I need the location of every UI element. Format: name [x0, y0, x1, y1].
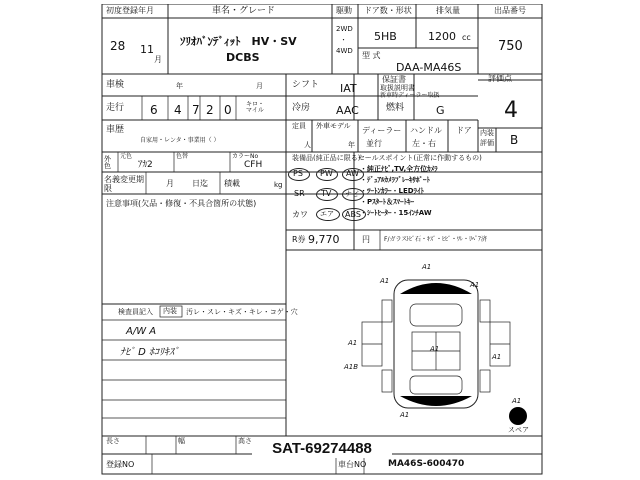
recycle-value: 9,770 [308, 233, 340, 246]
history-options: 自家用・レンタ・事業用（ ） [140, 137, 220, 144]
color-orig-label: 元色 [120, 153, 133, 160]
fuel-value: G [436, 104, 445, 117]
damage-mark: A1 [400, 411, 410, 419]
drive-2wd: 2WD [336, 25, 353, 33]
model-value: DAA-MA46S [396, 61, 462, 74]
drive-label: 駆動 [336, 6, 352, 15]
shaken-month-unit: 月 [256, 82, 263, 90]
mileage-digit-2: 4 [174, 103, 182, 117]
model-label: 型 式 [362, 51, 381, 60]
interior-label-2: 評価 [480, 139, 494, 147]
interior-value: B [510, 133, 519, 147]
height-label: 高さ [238, 437, 252, 445]
history-label: 車歴 [106, 125, 125, 135]
load-label: 積載 [224, 179, 240, 188]
interior-label: 内装 [480, 129, 494, 137]
lot-label: 出品番号 [494, 6, 526, 15]
displacement-label: 排気量 [436, 6, 460, 15]
ac-value: AAC [336, 104, 359, 117]
drive-4wd: 4WD [336, 47, 353, 55]
displacement-value: 1200 [428, 30, 456, 43]
equip-airbag: エア [320, 210, 334, 218]
sales-points-label: セールスポイント(正常に作動するもの) [358, 154, 482, 162]
sales-point-item: ・ﾃﾞｭｱﾙｶﾒﾗﾌﾞﾚｰｷｻﾎﾟｰﾄ [360, 176, 430, 184]
damage-mark: A1B [344, 363, 359, 371]
fuel-label: 燃料 [386, 103, 405, 113]
equip-pw: PW [320, 169, 333, 178]
glass-label: F/ガラス [384, 236, 408, 243]
auction-sheet [96, 4, 544, 476]
mileage-digit-4: 2 [206, 103, 214, 117]
lot-value: 750 [498, 39, 523, 54]
score-label: 評価点 [488, 74, 512, 83]
recycle-label: R券 [292, 235, 306, 244]
sales-point-item: ・ﾂｰﾄﾝｶﾗｰ・LEDﾗｲﾄ [360, 187, 425, 195]
doors-value: 5HB [374, 30, 397, 43]
damage-mark: A1 [380, 277, 390, 285]
dealer-value: 並行 [366, 139, 382, 148]
doors-label: ドア数・形状 [364, 6, 412, 15]
shaken-label: 車検 [106, 80, 125, 90]
car-name-label: 車名・グレード [212, 6, 276, 16]
name-change-month: 月 [166, 179, 174, 188]
capacity-label: 定員 [292, 122, 306, 130]
drive-dot: ・ [340, 36, 347, 44]
first-reg-month: 11 [140, 43, 154, 56]
handle-label: ハンドル [410, 126, 442, 135]
damage-mark: A1 [492, 353, 502, 361]
warranty-note: 新車時ディーラー取扱 [380, 92, 440, 99]
reg-no-label: 登録NO [106, 460, 135, 469]
hand-note-2: ﾅﾋﾞ D ﾎｺﾘｷｽﾞ [120, 347, 180, 358]
displacement-unit: cc [462, 33, 471, 42]
mileage-digit-3: 7 [192, 103, 200, 117]
chassis-value: MA46S-600470 [388, 459, 465, 469]
chassis-label: 車台NO [338, 460, 367, 469]
damage-mark: A1 [348, 339, 358, 347]
first-reg-month-unit: 月 [154, 55, 162, 64]
glass-options: ﾄﾋﾞ石・ｷｽﾞ・ﾋﾋﾞ・ﾜﾚ・ﾘﾍﾟｱ済 [406, 236, 488, 243]
handle-value: 左・右 [412, 139, 436, 148]
name-change-label: 名義変更期限 [104, 175, 144, 193]
first-reg-year: 28 [110, 39, 126, 53]
length-label: 長さ [106, 437, 120, 445]
inspector-label: 検査員記入 [118, 308, 153, 316]
color-ext-value: ｱｶ2 [138, 160, 153, 170]
damage-mark: A1 [422, 263, 432, 271]
equip-aw: AW [346, 169, 359, 178]
dealer-label: ディーラー [362, 126, 402, 135]
damage-mark: A1 [470, 281, 480, 289]
equip-sr: SR [294, 189, 305, 198]
color-ext-label: 外色 [104, 155, 111, 170]
ac-label: 冷房 [292, 103, 311, 113]
sales-point-item: ・Pｽﾀｰﾄ＆ｽﾏｰﾄｷｰ [360, 198, 415, 206]
equip-ps: PS [293, 169, 303, 178]
mileage-digit-1: 6 [150, 103, 158, 117]
car-name: ｿﾘｵﾊﾞﾝﾃﾞｨｯﾄ HV・SV [180, 35, 297, 48]
mileage-digit-5: 0 [224, 103, 232, 117]
damage-mark: A1 [512, 397, 522, 405]
spare-label: スペア [508, 426, 529, 434]
kg-label: kg [274, 181, 283, 189]
shift-value: IAT [340, 82, 357, 95]
equip-abs: ABS [345, 210, 361, 219]
name-change-day: 日迄 [192, 179, 208, 188]
manual-label: 取扱説明書 [380, 84, 415, 92]
interior-tag: 内装 [163, 307, 177, 315]
import-label: 外車モデル [316, 122, 351, 130]
width-label: 幅 [178, 437, 185, 445]
color-no-value: CFH [244, 160, 263, 170]
color-change-label: 色替 [176, 153, 189, 160]
sales-point-item: ・ｼｰﾄﾋｰﾀｰ・15ｲﾝﾁAW [360, 209, 432, 217]
interior-defects: 汚レ・スレ・キズ・キレ・コゲ・穴 [186, 308, 298, 316]
lot-number-overlay: SAT-69274488 [252, 440, 392, 458]
color-no-label: カラーNo [232, 153, 259, 160]
mileage-label: 走行 [106, 103, 125, 113]
hand-note-1: A/W A [126, 326, 157, 337]
equip-tv: TV [321, 189, 332, 198]
car-diagram [362, 277, 527, 425]
door-label: ドア [456, 126, 472, 135]
equipment-label: 装備品(純正品に限る) [292, 154, 361, 162]
import-year: 年 [348, 141, 355, 149]
equip-kawa: カワ [292, 210, 308, 219]
equip-navi: ナビ [345, 190, 359, 198]
score-value: 4 [504, 98, 518, 123]
car-grade: DCBS [226, 51, 260, 64]
recycle-yen: 円 [362, 235, 370, 244]
damage-mark: A1 [430, 345, 440, 353]
warranty-label: 保証書 [382, 75, 406, 84]
sales-point-item: ・純正ﾅﾋﾞ,TV,全方位ｶﾒﾗ [360, 165, 438, 173]
shaken-year-unit: 年 [176, 82, 183, 90]
capacity-unit: 人 [304, 141, 311, 149]
shift-label: シフト [292, 80, 320, 90]
caution-label: 注意事項(欠品・修復・不具合箇所の状態) [106, 199, 257, 208]
mileage-unit: キロ・マイル [246, 101, 265, 114]
first-reg-label: 初度登録年月 [106, 6, 154, 15]
